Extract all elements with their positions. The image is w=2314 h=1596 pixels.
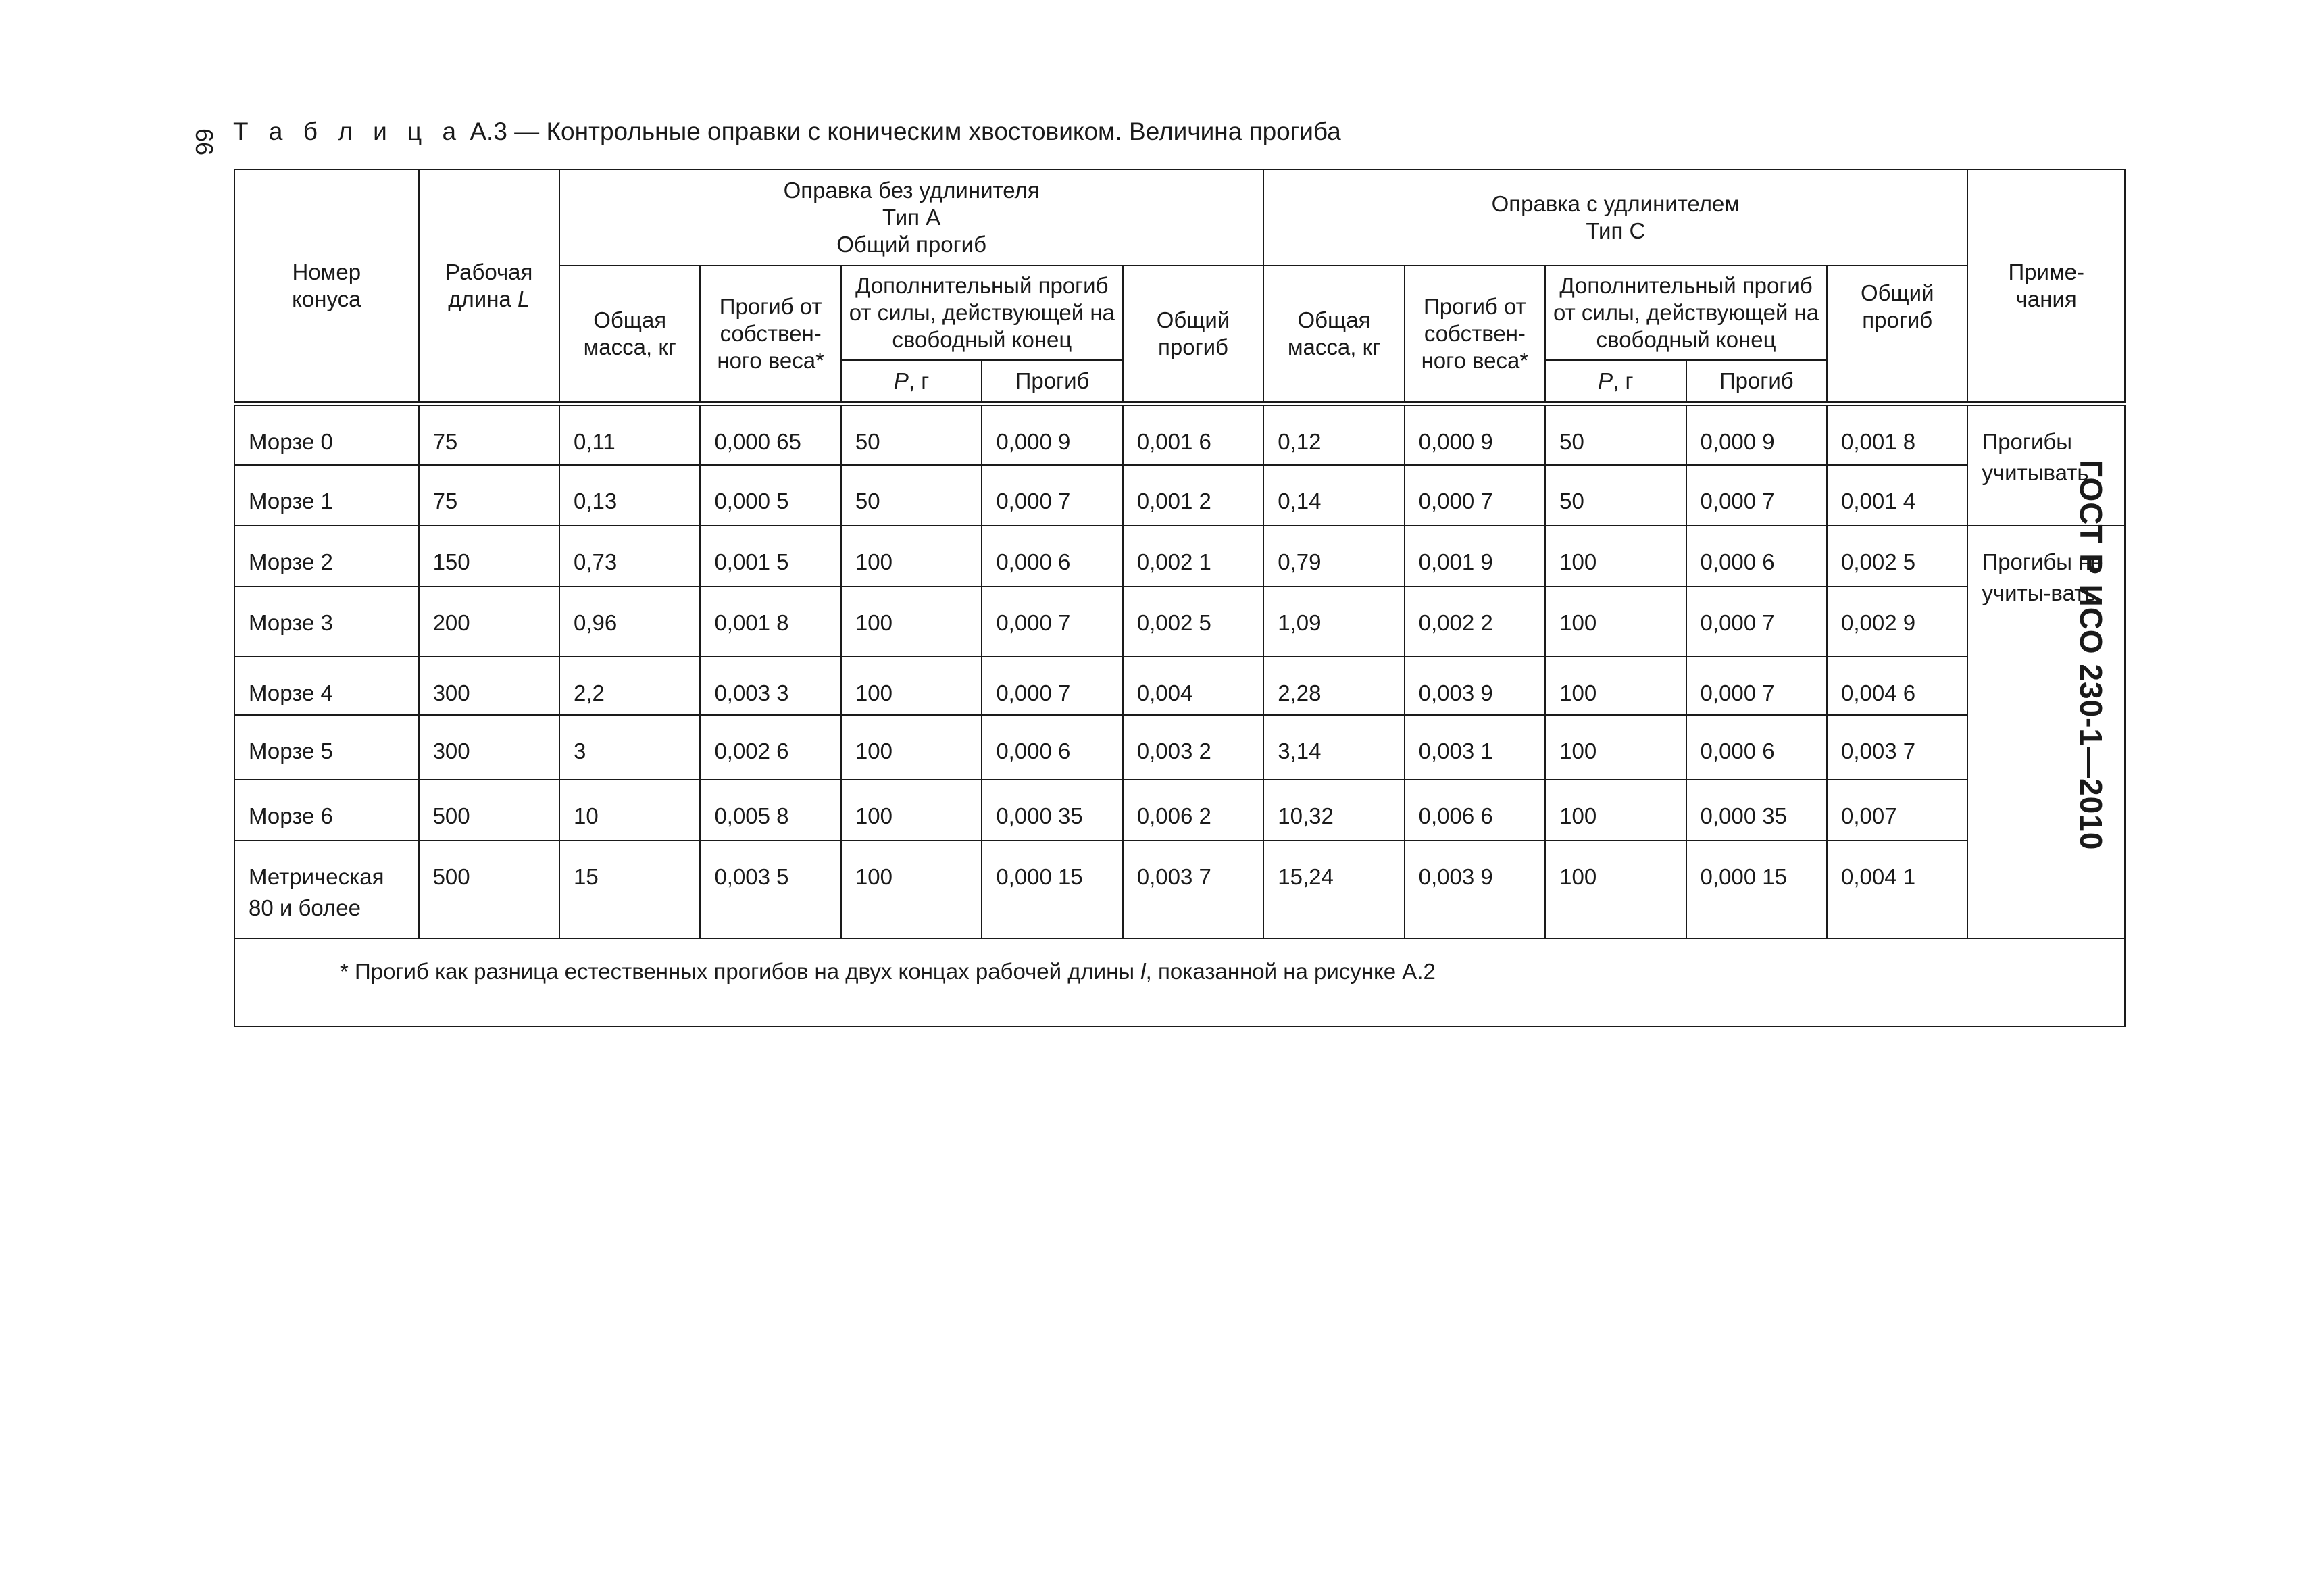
table-cell: 0,000 65: [700, 404, 840, 465]
table-cell: 100: [1545, 715, 1686, 780]
table-cell: 0,002 1: [1123, 526, 1263, 587]
page-number: 66: [191, 128, 218, 156]
header-working-length: Рабочая длина L: [419, 170, 559, 404]
table-cell: 100: [841, 526, 982, 587]
header-a-deflection: Прогиб: [982, 360, 1122, 404]
deflection-table: [234, 169, 2126, 1027]
table-title: [233, 115, 1341, 149]
header-notes: Приме-чания: [1967, 170, 2125, 404]
table-cell: 0,003 5: [700, 841, 840, 939]
cone-name-line: 80 и более: [249, 895, 361, 920]
table-cell: 0,13: [559, 465, 700, 526]
table-cell: 0,000 6: [982, 715, 1122, 780]
table-cell: 0,000 9: [1405, 404, 1545, 465]
table-cell: 2,2: [559, 657, 700, 715]
table-title-prefix: Т а б л и ц а: [233, 118, 463, 145]
header-group-type-c: Оправка с удлинителем Тип С: [1263, 170, 1967, 266]
table-cell: 50: [1545, 404, 1686, 465]
note-deflections-considered: Прогибы учитывать: [1967, 404, 2125, 526]
table-cell: 0,001 8: [1827, 404, 1968, 465]
table-row: [234, 465, 2125, 526]
table-cell: 0,000 6: [1686, 715, 1827, 780]
header-c-deflection: Прогиб: [1686, 360, 1827, 404]
table-cell: 0,000 7: [982, 465, 1122, 526]
header-a-force: P, г: [841, 360, 982, 404]
table-cell: 3: [559, 715, 700, 780]
table-cell: 2,28: [1263, 657, 1404, 715]
table-row: [234, 404, 2125, 465]
table-cell: 0,000 6: [982, 526, 1122, 587]
table-cell: 0,004 1: [1827, 841, 1968, 939]
footnote-row: [234, 939, 2125, 1026]
table-cell: 0,003 3: [700, 657, 840, 715]
table-cell: Морзе 5: [234, 715, 419, 780]
header-cone-number: Номер конуса: [234, 170, 419, 404]
table-body: [234, 404, 2125, 1026]
table-cell: 100: [841, 715, 982, 780]
header-c-force: P, г: [1545, 360, 1686, 404]
table-cell: 0,002 5: [1827, 526, 1968, 587]
table-cell: 0,000 7: [982, 657, 1122, 715]
table-cell: 0,001 4: [1827, 465, 1968, 526]
table-cell: Морзе 0: [234, 404, 419, 465]
table-cell: 15: [559, 841, 700, 939]
table-cell: 0,14: [1263, 465, 1404, 526]
table-cell: 0,000 5: [700, 465, 840, 526]
table-row: [234, 780, 2125, 841]
table-cell: 0,000 15: [982, 841, 1122, 939]
footnote-symbol: l: [1140, 958, 1146, 984]
table-cell: 500: [419, 780, 559, 841]
table-cell: 0,003 7: [1827, 715, 1968, 780]
table-cell: 0,001 6: [1123, 404, 1263, 465]
table-cell: 150: [419, 526, 559, 587]
table-row: [234, 841, 2125, 939]
header-a-total-mass: Общая масса, кг: [559, 266, 700, 404]
table-cell: 0,001 2: [1123, 465, 1263, 526]
table-cell: 0,000 15: [1686, 841, 1827, 939]
table-cell: 1,09: [1263, 587, 1404, 657]
table-cell: 0,000 6: [1686, 526, 1827, 587]
table-cell: 0,96: [559, 587, 700, 657]
table-cell: 100: [1545, 526, 1686, 587]
table-cell: 50: [841, 465, 982, 526]
note-deflections-not-considered: Прогибы не учиты-вать: [1967, 526, 2125, 939]
table-cell: 0,000 9: [982, 404, 1122, 465]
table-cell: 0,003 1: [1405, 715, 1545, 780]
table-cell: 50: [1545, 465, 1686, 526]
table-cell: 10: [559, 780, 700, 841]
table-cell: 0,000 35: [1686, 780, 1827, 841]
table-cell: 300: [419, 657, 559, 715]
table-cell: Морзе 6: [234, 780, 419, 841]
table-cell: 0,12: [1263, 404, 1404, 465]
header-a-own-weight-deflection: Прогиб от собствен-ного веса*: [700, 266, 840, 404]
table-cell: 0,001 9: [1405, 526, 1545, 587]
table-cell: 15,24: [1263, 841, 1404, 939]
table-cell: Морзе 3: [234, 587, 419, 657]
table-cell: 75: [419, 404, 559, 465]
table-cell: 0,000 35: [982, 780, 1122, 841]
table-row: [234, 657, 2125, 715]
table-cell: 0,003 9: [1405, 657, 1545, 715]
footnote-text-end: , показанной на рисунке А.2: [1145, 958, 1436, 984]
table-cell: 0,003 7: [1123, 841, 1263, 939]
header-group-type-a: Оправка без удлинителя Тип А Общий прогиб: [559, 170, 1263, 266]
table-cell: 100: [1545, 657, 1686, 715]
table-cell: 0,002 2: [1405, 587, 1545, 657]
header-c-total-deflection: Общий прогиб: [1827, 266, 1968, 404]
table-cell: 0,001 5: [700, 526, 840, 587]
table-cell: Морзе 2: [234, 526, 419, 587]
cone-name-line: Метрическая: [249, 864, 384, 889]
table-title-text: А.3 — Контрольные оправки с коническим хвостовиком. Величина прогиба: [470, 118, 1341, 145]
table-cell: 3,14: [1263, 715, 1404, 780]
table-cell: 100: [1545, 841, 1686, 939]
table-cell: 200: [419, 587, 559, 657]
table-cell: 500: [419, 841, 559, 939]
table-cell: 0,006 2: [1123, 780, 1263, 841]
table-cell: 0,002 5: [1123, 587, 1263, 657]
table-cell: 50: [841, 404, 982, 465]
table-cell: [234, 841, 419, 939]
header-c-additional-deflection: Дополнительный прогиб от силы, действующей на свободный конец: [1545, 266, 1827, 360]
table-cell: 0,006 6: [1405, 780, 1545, 841]
table-cell: 0,11: [559, 404, 700, 465]
table-cell: 0,000 7: [982, 587, 1122, 657]
table-row: [234, 715, 2125, 780]
table-cell: 0,004 6: [1827, 657, 1968, 715]
table-cell: 75: [419, 465, 559, 526]
table-cell: 0,79: [1263, 526, 1404, 587]
table-cell: 0,000 7: [1405, 465, 1545, 526]
table-cell: 100: [841, 780, 982, 841]
table-cell: 0,003 2: [1123, 715, 1263, 780]
table-cell: 0,000 7: [1686, 657, 1827, 715]
table-cell: 100: [841, 841, 982, 939]
table-cell: 0,000 7: [1686, 465, 1827, 526]
header-c-own-weight-deflection: Прогиб от собствен-ного веса*: [1405, 266, 1545, 404]
table-cell: 100: [1545, 780, 1686, 841]
table-cell: 0,004: [1123, 657, 1263, 715]
table-cell: 0,003 9: [1405, 841, 1545, 939]
table-cell: 0,005 8: [700, 780, 840, 841]
footnote-text: * Прогиб как разница естественных прогибов на двух концах рабочей длины: [340, 958, 1141, 984]
table-cell: 0,007: [1827, 780, 1968, 841]
table-cell: Морзе 1: [234, 465, 419, 526]
table-footnote: [234, 939, 2125, 1026]
table-cell: 0,000 7: [1686, 587, 1827, 657]
table-row: [234, 526, 2125, 587]
table-cell: 0,002 9: [1827, 587, 1968, 657]
standard-designation: ГОСТ Р ИСО 230-1—2010: [2073, 459, 2109, 851]
header-c-total-mass: Общая масса, кг: [1263, 266, 1404, 404]
table-cell: 10,32: [1263, 780, 1404, 841]
header-a-additional-deflection: Дополнительный прогиб от силы, действующей на свободный конец: [841, 266, 1123, 360]
header-a-total-deflection: Общий прогиб: [1123, 266, 1263, 404]
table-cell: 0,000 9: [1686, 404, 1827, 465]
table-cell: 0,002 6: [700, 715, 840, 780]
table-cell: 100: [841, 657, 982, 715]
table-cell: 0,001 8: [700, 587, 840, 657]
table-row: [234, 587, 2125, 657]
table-cell: 300: [419, 715, 559, 780]
table-cell: 100: [1545, 587, 1686, 657]
table-cell: 0,73: [559, 526, 700, 587]
table-cell: 100: [841, 587, 982, 657]
table-cell: Морзе 4: [234, 657, 419, 715]
